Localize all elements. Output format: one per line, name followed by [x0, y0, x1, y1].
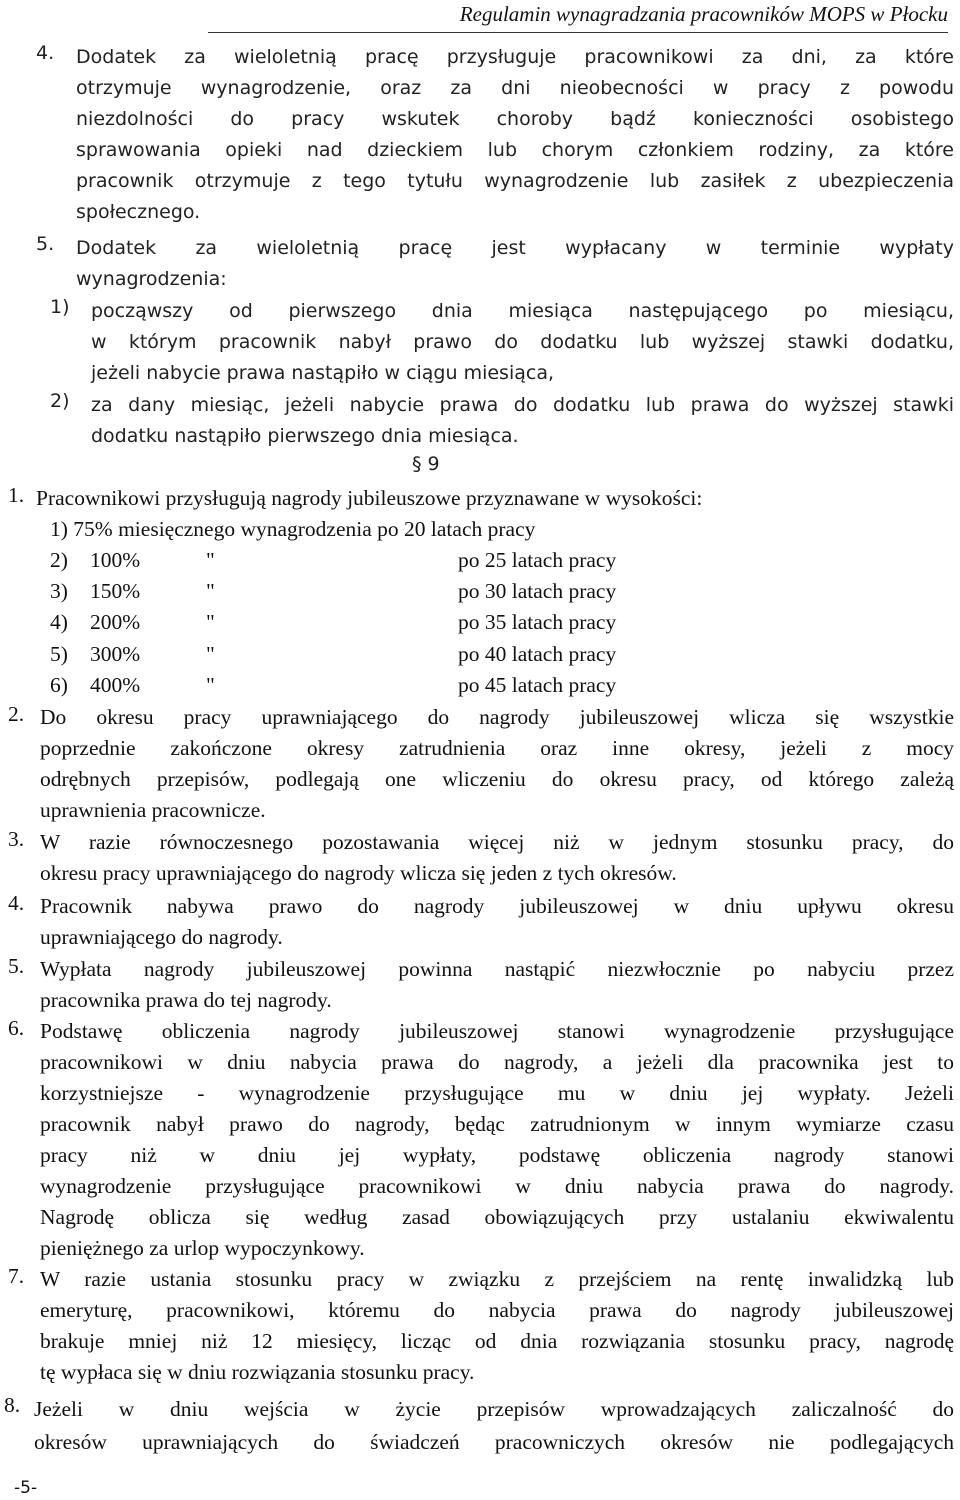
award-row	[50, 670, 750, 701]
text-line: pracownika prawa do tej nagrody.	[40, 988, 332, 1012]
text-line: W razie równoczesnego pozostawania więcej niż w jednym stosunku pracy, do	[40, 830, 954, 854]
text-line: Jeżeli w dniu wejścia w życie przepisów wprowadzających zaliczalność do	[34, 1397, 954, 1421]
text-line: uprawnienia pracownicze.	[40, 798, 266, 822]
list-item-number: 2)	[50, 548, 68, 572]
paragraph-number: 6.	[8, 1016, 25, 1040]
text-line: dodatku nastąpiło pierwszego dnia miesiąca.	[91, 425, 519, 447]
text-line: W razie ustania stosunku pracy w związku z przejściem na rentę inwalidzką lub	[40, 1267, 954, 1291]
running-header: Regulamin wynagradzania pracowników MOPS w Płocku	[208, 0, 948, 33]
paragraph-text: Pracownikowi przysługują nagrody jubileuszowe przyznawane w wysokości:	[36, 486, 703, 510]
award-row	[50, 607, 750, 638]
text-line: pracy niż w dniu jej wypłaty, podstawę obliczenia nagrody stanowi	[40, 1143, 954, 1167]
list-item-number: 2)	[50, 390, 70, 412]
paragraph-number: 4.	[8, 891, 25, 915]
text-line: sprawowania opieki nad dzieckiem lub chorym członkiem rodziny, za które	[76, 139, 954, 161]
text-line: Nagrodę oblicza się według zasad obowiązujących przy ustalaniu ekwiwalentu	[40, 1205, 954, 1229]
award-row	[50, 545, 750, 576]
award-years: po 35 latach pracy	[458, 610, 617, 634]
paragraph-number: 1.	[8, 483, 25, 507]
paragraph-number: 5.	[36, 233, 55, 255]
paragraph-number: 7.	[8, 1264, 25, 1288]
award-percent: 400%	[90, 673, 141, 697]
paragraph-7	[40, 1264, 954, 1388]
text-line: Dodatek za wieloletnią pracę przysługuje pracownikowi za dni, za które	[76, 46, 954, 68]
text-line: począwszy od pierwszego dnia miesiąca następującego po miesiącu,	[91, 300, 954, 322]
text-line: emeryturę, pracownikowi, któremu do nabycia prawa do nagrody jubileuszowej	[40, 1298, 954, 1322]
text-line: pracownikowi w dniu nabycia prawa do nagrody, a jeżeli dla pracownika jest to	[40, 1050, 954, 1074]
text-line: uprawniającego do nagrody.	[40, 925, 283, 949]
text-line: wynagrodzenie przysługujące pracownikowi w dniu nabycia prawa do nagrody.	[40, 1174, 954, 1198]
award-row	[50, 576, 750, 607]
ditto-mark: "	[206, 610, 215, 634]
text-line: Pracownik nabywa prawo do nagrody jubileuszowej w dniu upływu okresu	[40, 894, 954, 918]
ditto-mark: "	[206, 548, 215, 572]
award-percent: 150%	[90, 579, 141, 603]
list-item	[91, 296, 954, 389]
text-line: brakuje mniej niż 12 miesięcy, licząc od dnia rozwiązania stosunku pracy, nagrodę	[40, 1329, 954, 1353]
text-line: pieniężnego za urlop wypoczynkowy.	[40, 1236, 365, 1260]
text-line: tę wypłaca się w dniu rozwiązania stosunku pracy.	[40, 1360, 475, 1384]
list-item-number: 5)	[50, 642, 68, 666]
award-years: po 40 latach pracy	[458, 642, 617, 666]
text-line: Dodatek za wieloletnią pracę jest wypłacany w terminie wypłaty	[76, 237, 954, 259]
text-line: w którym pracownik nabył prawo do dodatku lub wyższej stawki dodatku,	[91, 331, 954, 353]
paragraph-3	[40, 827, 954, 889]
paragraph-4	[76, 42, 954, 228]
text-line: niezdolności do pracy wskutek choroby bądź konieczności osobistego	[76, 108, 954, 130]
text-line: Wypłata nagrody jubileuszowej powinna nastąpić niezwłocznie po nabyciu przez	[40, 957, 954, 981]
text-line: wynagrodzenia:	[76, 268, 227, 290]
award-text: 75% miesięcznego wynagrodzenia po 20 latach pracy	[73, 517, 536, 541]
text-line: poprzednie zakończone okresy zatrudnienia oraz inne okresy, jeżeli z mocy	[40, 736, 954, 760]
award-row	[50, 514, 535, 545]
paragraph-2	[40, 702, 954, 826]
text-line: korzystniejsze - wynagrodzenie przysługujące mu w dniu jej wypłaty. Jeżeli	[40, 1081, 954, 1105]
text-line: pracownik otrzymuje z tego tytułu wynagrodzenie lub zasiłek z ubezpieczenia	[76, 170, 954, 192]
paragraph-number: 2.	[8, 702, 25, 726]
text-line: otrzymuje wynagrodzenie, oraz za dni nieobecności w pracy z powodu	[76, 77, 954, 99]
paragraph-6	[40, 1016, 954, 1264]
ditto-mark: "	[206, 579, 215, 603]
ditto-mark: "	[206, 642, 215, 666]
text-line: Podstawę obliczenia nagrody jubileuszowej stanowi wynagrodzenie przysługujące	[40, 1019, 954, 1043]
award-percent: 100%	[90, 548, 141, 572]
text-line: okresu pracy uprawniającego do nagrody wlicza się jeden z tych okresów.	[40, 861, 677, 885]
text-line: jeżeli nabycie prawa nastąpiło w ciągu miesiąca,	[91, 362, 555, 384]
award-row	[50, 639, 750, 670]
section-heading: § 9	[412, 453, 440, 475]
paragraph-number: 5.	[8, 954, 25, 978]
paragraph-4b	[40, 891, 954, 953]
page-number: -5-	[14, 1478, 38, 1498]
text-line: za dany miesiąc, jeżeli nabycie prawa do dodatku lub prawa do wyższej stawki	[91, 394, 954, 416]
award-years: po 30 latach pracy	[458, 579, 617, 603]
paragraph-5b	[40, 954, 954, 1016]
list-item-number: 3)	[50, 579, 68, 603]
award-years: po 45 latach pracy	[458, 673, 617, 697]
paragraph-8	[34, 1393, 954, 1459]
award-years: po 25 latach pracy	[458, 548, 617, 572]
paragraph-number: 8.	[4, 1393, 21, 1417]
paragraph-number: 3.	[8, 827, 25, 851]
list-item-number: 1)	[50, 517, 68, 541]
paragraph-5	[76, 233, 954, 295]
text-line: społecznego.	[76, 201, 201, 223]
list-item	[91, 390, 954, 452]
list-item-number: 1)	[50, 296, 70, 318]
text-line: pracownik nabył prawo do nagrody, będąc zatrudnionym w innym wymiarze czasu	[40, 1112, 954, 1136]
paragraph-number: 4.	[36, 42, 55, 64]
text-line: okresów uprawniających do świadczeń pracowniczych okresów nie podlegających	[34, 1430, 954, 1454]
list-item-number: 6)	[50, 673, 68, 697]
text-line: Do okresu pracy uprawniającego do nagrody jubileuszowej wlicza się wszystkie	[40, 705, 954, 729]
list-item-number: 4)	[50, 610, 68, 634]
award-percent: 300%	[90, 642, 141, 666]
text-line: odrębnych przepisów, podlegają one wliczeniu do okresu pracy, od którego zależą	[40, 767, 954, 791]
award-percent: 200%	[90, 610, 141, 634]
ditto-mark: "	[206, 673, 215, 697]
